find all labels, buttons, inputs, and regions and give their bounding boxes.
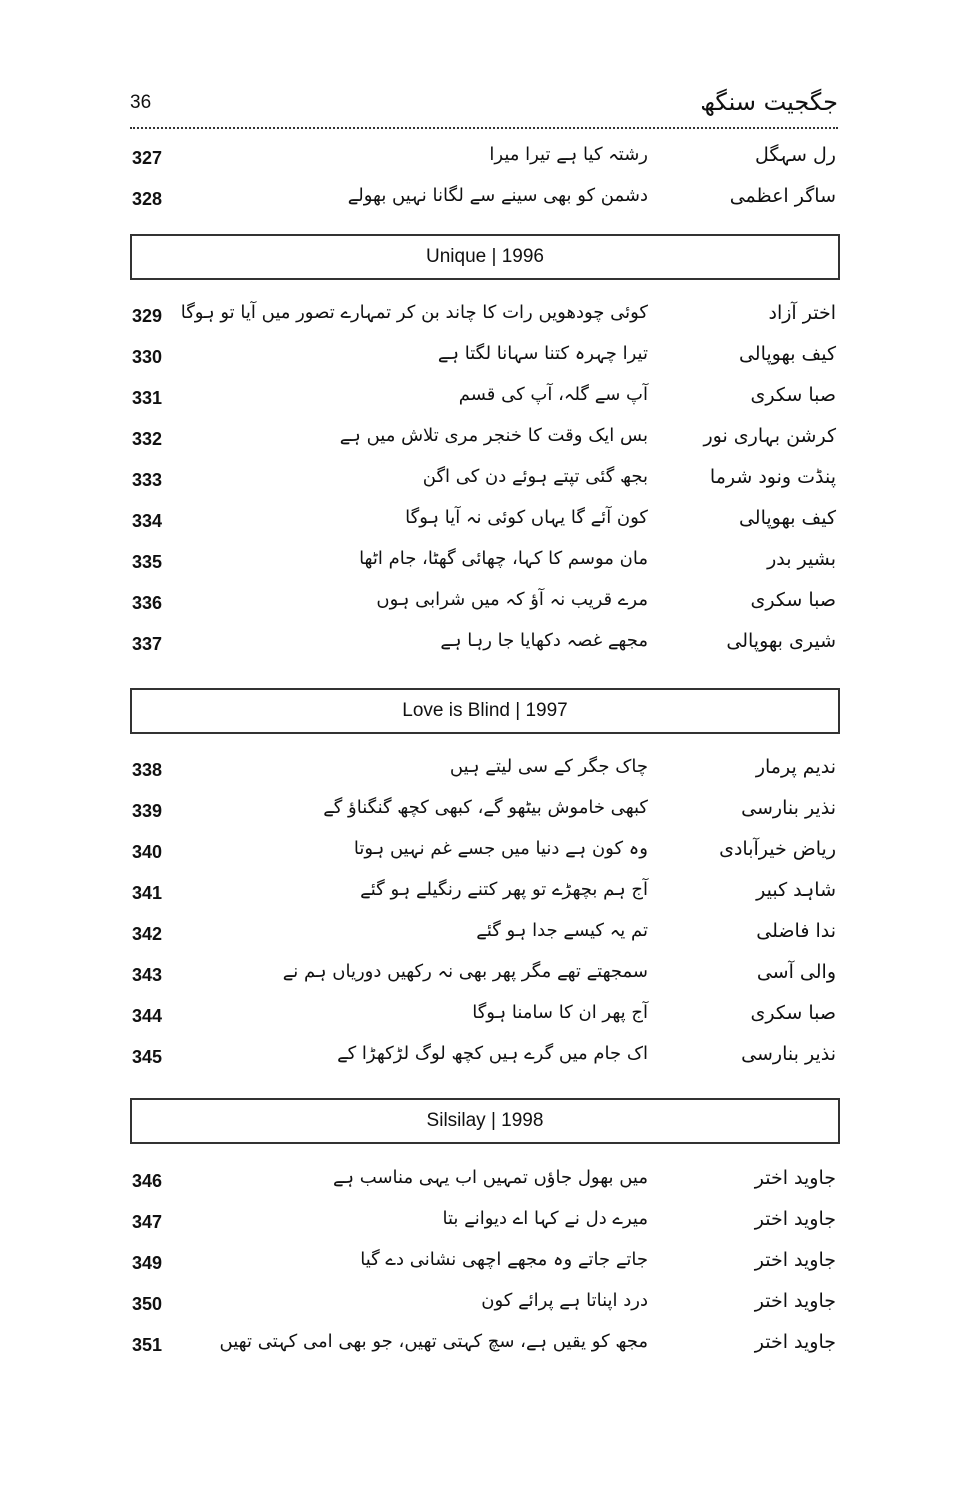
poet-name: ندا فاضلی bbox=[756, 920, 836, 942]
page-header bbox=[130, 88, 838, 124]
list-item bbox=[130, 140, 838, 181]
list-item bbox=[130, 1327, 838, 1368]
list-item bbox=[130, 380, 838, 421]
film-heading-silsilay bbox=[130, 1098, 840, 1144]
film-heading-love-is-blind bbox=[130, 688, 840, 734]
poet-name: کیف بھوپالی bbox=[738, 507, 836, 529]
book-title: جگجیت سنگھ bbox=[700, 88, 838, 116]
list-item bbox=[130, 626, 838, 667]
song-title: مان موسم کا کہا، چھائی گھٹا، جام اٹھا bbox=[359, 548, 648, 569]
list-item bbox=[130, 1163, 838, 1204]
song-number: 343 bbox=[132, 965, 163, 985]
list-item bbox=[130, 793, 838, 834]
list-item bbox=[130, 585, 838, 626]
list-item bbox=[130, 834, 838, 875]
list-item bbox=[130, 1204, 838, 1245]
song-title: سمجھتے تھے مگر پھر بھی نہ رکھیں دوریاں ہم نے bbox=[282, 961, 648, 982]
song-number: 349 bbox=[132, 1253, 163, 1273]
list-item bbox=[130, 544, 838, 585]
song-title: میرے دل نے کہا اے دیوانے بتا bbox=[442, 1208, 648, 1229]
poet-name: صبا سکری bbox=[750, 1002, 836, 1024]
song-title: وہ کون ہے دنیا میں جسے غم نہیں ہوتا bbox=[353, 838, 648, 859]
song-number: 333 bbox=[132, 470, 163, 490]
song-title: درد اپناتا ہے پرائے کون bbox=[481, 1290, 648, 1311]
song-number: 341 bbox=[132, 883, 163, 903]
song-title: آج پھر ان کا سامنا ہوگا bbox=[472, 1002, 648, 1023]
poet-name: کیف بھوپالی bbox=[738, 343, 836, 365]
list-item bbox=[130, 998, 838, 1039]
poet-name: ریاض خیرآبادی bbox=[719, 838, 836, 860]
song-title: بجھ گئی تپتے ہوئے دن کی اگن bbox=[422, 466, 648, 487]
section-unique bbox=[130, 298, 838, 667]
song-title: جاتے جاتے وہ مجھے اچھی نشانی دے گیا bbox=[360, 1249, 648, 1270]
song-number: 347 bbox=[132, 1212, 163, 1232]
list-item bbox=[130, 916, 838, 957]
song-number: 330 bbox=[132, 347, 163, 367]
list-item bbox=[130, 421, 838, 462]
song-title: چاک جگر کے سی لیتے ہیں bbox=[449, 756, 648, 777]
poet-name: شیری بھوپالی bbox=[726, 630, 836, 652]
film-title: Unique | 1996 bbox=[426, 246, 544, 267]
song-title: بس ایک وقت کا خنجر مری تلاش میں ہے bbox=[339, 425, 648, 446]
poet-name: جاوید اختر bbox=[754, 1290, 836, 1312]
header-rule bbox=[130, 127, 838, 129]
poet-name: اختر آزاد bbox=[768, 302, 836, 324]
poet-name: رل سہگل bbox=[755, 144, 836, 166]
poet-name: پنڈت ونود شرما bbox=[709, 466, 836, 488]
song-number: 351 bbox=[132, 1335, 163, 1355]
film-title: Love is Blind | 1997 bbox=[402, 700, 568, 721]
list-item bbox=[130, 752, 838, 793]
poet-name: نذیر بنارسی bbox=[741, 797, 836, 819]
film-title: Silsilay | 1998 bbox=[426, 1110, 544, 1131]
song-title: اک جام میں گرے ہیں کچھ لوگ لڑکھڑا کے bbox=[337, 1043, 648, 1064]
song-number: 334 bbox=[132, 511, 163, 531]
song-title: تیرا چہرہ کتنا سہانا لگتا ہے bbox=[437, 343, 648, 364]
section-love-is-blind bbox=[130, 752, 838, 1080]
song-number: 337 bbox=[132, 634, 163, 654]
song-number: 328 bbox=[132, 189, 163, 209]
list-item bbox=[130, 1039, 838, 1080]
song-title: مجھے غصہ دکھایا جا رہا ہے bbox=[440, 630, 648, 651]
list-item bbox=[130, 503, 838, 544]
poet-name: ندیم پرمار bbox=[755, 756, 836, 778]
song-number: 340 bbox=[132, 842, 163, 862]
poet-name: جاوید اختر bbox=[754, 1331, 836, 1353]
song-title: مجھ کو یقیں ہے، سچ کہتی تھیں، جو بھی امی کہتی تھیں bbox=[219, 1331, 648, 1352]
song-title: مرے قریب نہ آؤ کہ میں شرابی ہوں bbox=[376, 589, 648, 610]
song-number: 331 bbox=[132, 388, 163, 408]
list-item bbox=[130, 181, 838, 222]
list-item bbox=[130, 957, 838, 998]
song-number: 327 bbox=[132, 148, 163, 168]
film-heading-unique bbox=[130, 234, 840, 280]
song-number: 335 bbox=[132, 552, 163, 572]
poet-name: نذیر بنارسی bbox=[741, 1043, 836, 1065]
song-title: آپ سے گلہ، آپ کی قسم bbox=[458, 384, 648, 405]
poet-name: جاوید اختر bbox=[754, 1249, 836, 1271]
song-title: کون آئے گا یہاں کوئی نہ آیا ہوگا bbox=[405, 507, 648, 528]
poet-name: جاوید اختر bbox=[754, 1208, 836, 1230]
song-title: کوئی چودھویں رات کا چاند بن کر تمہارے تصور میں آیا تو ہوگا bbox=[180, 302, 648, 323]
song-title: رشتہ کیا ہے تیرا میرا bbox=[489, 144, 648, 165]
song-title: کبھی خاموش بیٹھو گے، کبھی کچھ گنگناؤ گے bbox=[323, 797, 648, 818]
poet-name: بشیر بدر bbox=[767, 548, 836, 570]
song-title: میں بھول جاؤں تمہیں اب یہی مناسب ہے bbox=[332, 1167, 648, 1188]
section-continued bbox=[130, 140, 838, 222]
list-item bbox=[130, 875, 838, 916]
song-number: 344 bbox=[132, 1006, 163, 1026]
song-title: تم یہ کیسے جدا ہو گئے bbox=[476, 920, 648, 941]
poet-name: جاوید اختر bbox=[754, 1167, 836, 1189]
song-number: 339 bbox=[132, 801, 163, 821]
poet-name: شاہد کبیر bbox=[756, 879, 836, 901]
section-silsilay bbox=[130, 1163, 838, 1368]
poet-name: صبا سکری bbox=[750, 589, 836, 611]
song-number: 350 bbox=[132, 1294, 163, 1314]
poet-name: کرشن بہاری نور bbox=[703, 425, 836, 447]
poet-name: صبا سکری bbox=[750, 384, 836, 406]
song-number: 332 bbox=[132, 429, 163, 449]
song-number: 338 bbox=[132, 760, 163, 780]
song-number: 342 bbox=[132, 924, 163, 944]
list-item bbox=[130, 1286, 838, 1327]
song-title: آج ہم بچھڑے تو پھر کتنے رنگیلے ہو گئے bbox=[360, 879, 648, 900]
song-title: دشمن کو بھی سینے سے لگانا نہیں بھولے bbox=[347, 185, 648, 206]
list-item bbox=[130, 339, 838, 380]
list-item bbox=[130, 462, 838, 503]
song-number: 346 bbox=[132, 1171, 163, 1191]
page-number: 36 bbox=[130, 92, 152, 113]
song-number: 336 bbox=[132, 593, 163, 613]
song-number: 329 bbox=[132, 306, 163, 326]
list-item bbox=[130, 1245, 838, 1286]
list-item bbox=[130, 298, 838, 339]
poet-name: ساگر اعظمی bbox=[729, 185, 836, 207]
song-number: 345 bbox=[132, 1047, 163, 1067]
poet-name: والی آسی bbox=[756, 961, 836, 983]
